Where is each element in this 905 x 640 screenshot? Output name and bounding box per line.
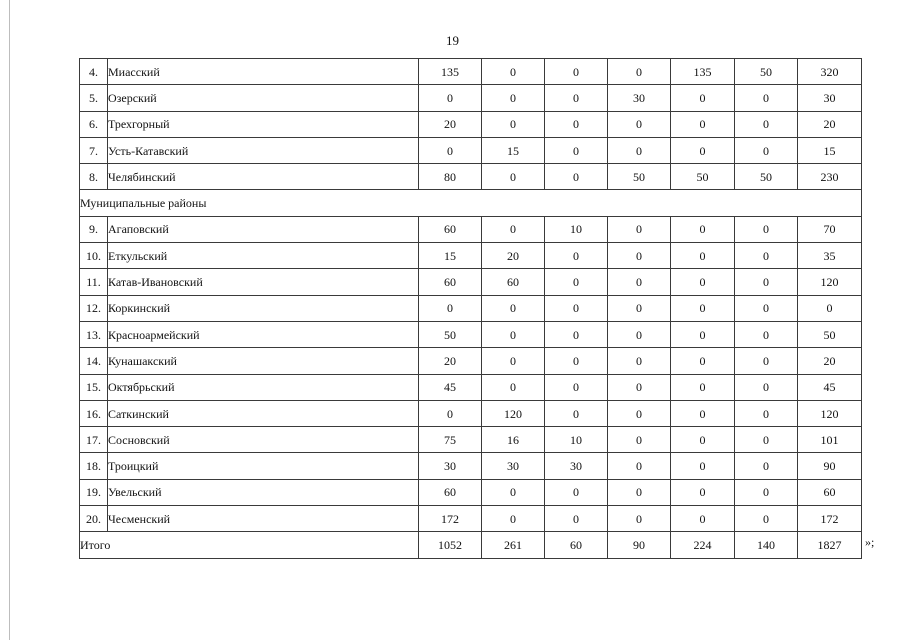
row-number: 12. xyxy=(80,295,108,321)
row-number: 10. xyxy=(80,243,108,269)
value-cell: 0 xyxy=(671,479,735,505)
value-cell: 0 xyxy=(671,137,735,163)
value-cell: 0 xyxy=(671,321,735,347)
district-name: Миасский xyxy=(108,59,419,85)
district-name: Троицкий xyxy=(108,453,419,479)
total-label: Итого xyxy=(80,532,419,558)
value-cell: 0 xyxy=(735,321,798,347)
value-cell: 50 xyxy=(735,59,798,85)
section-label: Муниципальные районы xyxy=(80,190,862,216)
value-cell: 0 xyxy=(671,111,735,137)
table-row xyxy=(80,164,862,190)
value-cell: 50 xyxy=(419,321,482,347)
value-cell: 0 xyxy=(735,216,798,242)
value-cell: 60 xyxy=(419,216,482,242)
value-cell: 45 xyxy=(798,374,862,400)
value-cell: 172 xyxy=(419,506,482,532)
value-cell: 0 xyxy=(545,506,608,532)
value-cell: 0 xyxy=(608,374,671,400)
row-number: 9. xyxy=(80,216,108,242)
value-cell: 120 xyxy=(798,400,862,426)
value-cell: 0 xyxy=(482,295,545,321)
value-cell: 20 xyxy=(482,243,545,269)
value-cell: 0 xyxy=(419,400,482,426)
table-row xyxy=(80,59,862,85)
page-number: 19 xyxy=(446,33,459,48)
value-cell: 0 xyxy=(545,348,608,374)
value-cell: 50 xyxy=(608,164,671,190)
value-cell: 0 xyxy=(608,216,671,242)
value-cell: 0 xyxy=(419,295,482,321)
value-cell: 0 xyxy=(671,427,735,453)
value-cell: 0 xyxy=(608,453,671,479)
table-row xyxy=(80,85,862,111)
value-cell: 0 xyxy=(735,111,798,137)
value-cell: 0 xyxy=(545,479,608,505)
district-name: Озерский xyxy=(108,85,419,111)
value-cell: 320 xyxy=(798,59,862,85)
value-cell: 0 xyxy=(735,295,798,321)
district-name: Чесменский xyxy=(108,506,419,532)
value-cell: 70 xyxy=(798,216,862,242)
value-cell: 60 xyxy=(798,479,862,505)
value-cell: 0 xyxy=(482,164,545,190)
value-cell: 0 xyxy=(671,243,735,269)
value-cell: 0 xyxy=(608,348,671,374)
closing-quote-mark: »; xyxy=(865,535,875,549)
value-cell: 50 xyxy=(735,164,798,190)
value-cell: 0 xyxy=(608,295,671,321)
district-name: Кунашакский xyxy=(108,348,419,374)
value-cell: 15 xyxy=(419,243,482,269)
district-name: Усть-Катавский xyxy=(108,137,419,163)
district-name: Коркинский xyxy=(108,295,419,321)
value-cell: 120 xyxy=(798,269,862,295)
value-cell: 0 xyxy=(545,59,608,85)
row-number: 14. xyxy=(80,348,108,374)
value-cell: 0 xyxy=(735,85,798,111)
total-cell: 1827 xyxy=(798,532,862,558)
value-cell: 0 xyxy=(671,216,735,242)
value-cell: 120 xyxy=(482,400,545,426)
value-cell: 0 xyxy=(608,400,671,426)
district-name: Катав-Ивановский xyxy=(108,269,419,295)
value-cell: 50 xyxy=(798,321,862,347)
value-cell: 0 xyxy=(735,479,798,505)
value-cell: 60 xyxy=(419,269,482,295)
row-number: 8. xyxy=(80,164,108,190)
value-cell: 0 xyxy=(545,111,608,137)
value-cell: 60 xyxy=(482,269,545,295)
value-cell: 0 xyxy=(798,295,862,321)
value-cell: 0 xyxy=(735,427,798,453)
value-cell: 0 xyxy=(608,111,671,137)
value-cell: 45 xyxy=(419,374,482,400)
value-cell: 0 xyxy=(671,348,735,374)
row-number: 6. xyxy=(80,111,108,137)
value-cell: 30 xyxy=(608,85,671,111)
value-cell: 0 xyxy=(671,269,735,295)
district-name: Сосновский xyxy=(108,427,419,453)
value-cell: 0 xyxy=(671,400,735,426)
value-cell: 0 xyxy=(545,164,608,190)
value-cell: 20 xyxy=(419,111,482,137)
value-cell: 0 xyxy=(735,243,798,269)
value-cell: 0 xyxy=(608,479,671,505)
row-number: 16. xyxy=(80,400,108,426)
value-cell: 0 xyxy=(545,85,608,111)
table-row xyxy=(80,295,862,321)
value-cell: 0 xyxy=(482,85,545,111)
district-name: Трехгорный xyxy=(108,111,419,137)
value-cell: 0 xyxy=(545,269,608,295)
value-cell: 0 xyxy=(735,348,798,374)
value-cell: 0 xyxy=(608,269,671,295)
value-cell: 15 xyxy=(482,137,545,163)
district-name: Увельский xyxy=(108,479,419,505)
table-row xyxy=(80,216,862,242)
table-row xyxy=(80,111,862,137)
value-cell: 135 xyxy=(671,59,735,85)
value-cell: 0 xyxy=(735,453,798,479)
value-cell: 0 xyxy=(735,400,798,426)
value-cell: 0 xyxy=(671,374,735,400)
value-cell: 30 xyxy=(419,453,482,479)
district-name: Челябинский xyxy=(108,164,419,190)
value-cell: 0 xyxy=(482,216,545,242)
table-row xyxy=(80,506,862,532)
district-name: Еткульский xyxy=(108,243,419,269)
district-name: Красноармейский xyxy=(108,321,419,347)
table-row xyxy=(80,400,862,426)
value-cell: 10 xyxy=(545,216,608,242)
row-number: 15. xyxy=(80,374,108,400)
value-cell: 0 xyxy=(482,59,545,85)
row-number: 11. xyxy=(80,269,108,295)
data-table xyxy=(79,58,862,559)
value-cell: 0 xyxy=(608,243,671,269)
total-cell: 224 xyxy=(671,532,735,558)
value-cell: 10 xyxy=(545,427,608,453)
row-number: 19. xyxy=(80,479,108,505)
district-name: Агаповский xyxy=(108,216,419,242)
table-row xyxy=(80,479,862,505)
value-cell: 75 xyxy=(419,427,482,453)
value-cell: 0 xyxy=(735,374,798,400)
table-row xyxy=(80,269,862,295)
value-cell: 0 xyxy=(545,243,608,269)
value-cell: 0 xyxy=(545,321,608,347)
value-cell: 16 xyxy=(482,427,545,453)
district-name: Саткинский xyxy=(108,400,419,426)
table-row xyxy=(80,137,862,163)
value-cell: 60 xyxy=(419,479,482,505)
value-cell: 15 xyxy=(798,137,862,163)
value-cell: 101 xyxy=(798,427,862,453)
value-cell: 80 xyxy=(419,164,482,190)
value-cell: 0 xyxy=(482,374,545,400)
value-cell: 0 xyxy=(545,374,608,400)
table-row xyxy=(80,243,862,269)
value-cell: 0 xyxy=(482,506,545,532)
table-row xyxy=(80,348,862,374)
value-cell: 0 xyxy=(671,85,735,111)
value-cell: 0 xyxy=(419,137,482,163)
total-cell: 60 xyxy=(545,532,608,558)
row-number: 7. xyxy=(80,137,108,163)
value-cell: 0 xyxy=(482,111,545,137)
table-row xyxy=(80,321,862,347)
value-cell: 0 xyxy=(608,137,671,163)
value-cell: 35 xyxy=(798,243,862,269)
value-cell: 20 xyxy=(419,348,482,374)
table-row xyxy=(80,374,862,400)
value-cell: 90 xyxy=(798,453,862,479)
table-row xyxy=(80,427,862,453)
value-cell: 0 xyxy=(482,479,545,505)
total-cell: 140 xyxy=(735,532,798,558)
value-cell: 0 xyxy=(545,295,608,321)
table-row xyxy=(80,453,862,479)
value-cell: 0 xyxy=(482,348,545,374)
value-cell: 0 xyxy=(608,506,671,532)
total-cell: 261 xyxy=(482,532,545,558)
value-cell: 50 xyxy=(671,164,735,190)
value-cell: 30 xyxy=(482,453,545,479)
row-number: 13. xyxy=(80,321,108,347)
value-cell: 30 xyxy=(798,85,862,111)
value-cell: 230 xyxy=(798,164,862,190)
value-cell: 20 xyxy=(798,348,862,374)
value-cell: 0 xyxy=(482,321,545,347)
row-number: 4. xyxy=(80,59,108,85)
row-number: 18. xyxy=(80,453,108,479)
row-number: 17. xyxy=(80,427,108,453)
total-row xyxy=(80,532,862,558)
value-cell: 135 xyxy=(419,59,482,85)
section-row xyxy=(80,190,862,216)
value-cell: 0 xyxy=(735,506,798,532)
value-cell: 0 xyxy=(671,506,735,532)
row-number: 5. xyxy=(80,85,108,111)
value-cell: 0 xyxy=(608,59,671,85)
value-cell: 0 xyxy=(608,427,671,453)
value-cell: 0 xyxy=(671,295,735,321)
value-cell: 172 xyxy=(798,506,862,532)
row-number: 20. xyxy=(80,506,108,532)
value-cell: 0 xyxy=(735,137,798,163)
district-name: Октябрьский xyxy=(108,374,419,400)
page-edge-line xyxy=(9,0,10,640)
value-cell: 0 xyxy=(608,321,671,347)
value-cell: 0 xyxy=(419,85,482,111)
value-cell: 20 xyxy=(798,111,862,137)
value-cell: 0 xyxy=(735,269,798,295)
total-cell: 1052 xyxy=(419,532,482,558)
value-cell: 0 xyxy=(545,137,608,163)
total-cell: 90 xyxy=(608,532,671,558)
value-cell: 0 xyxy=(671,453,735,479)
value-cell: 0 xyxy=(545,400,608,426)
value-cell: 30 xyxy=(545,453,608,479)
